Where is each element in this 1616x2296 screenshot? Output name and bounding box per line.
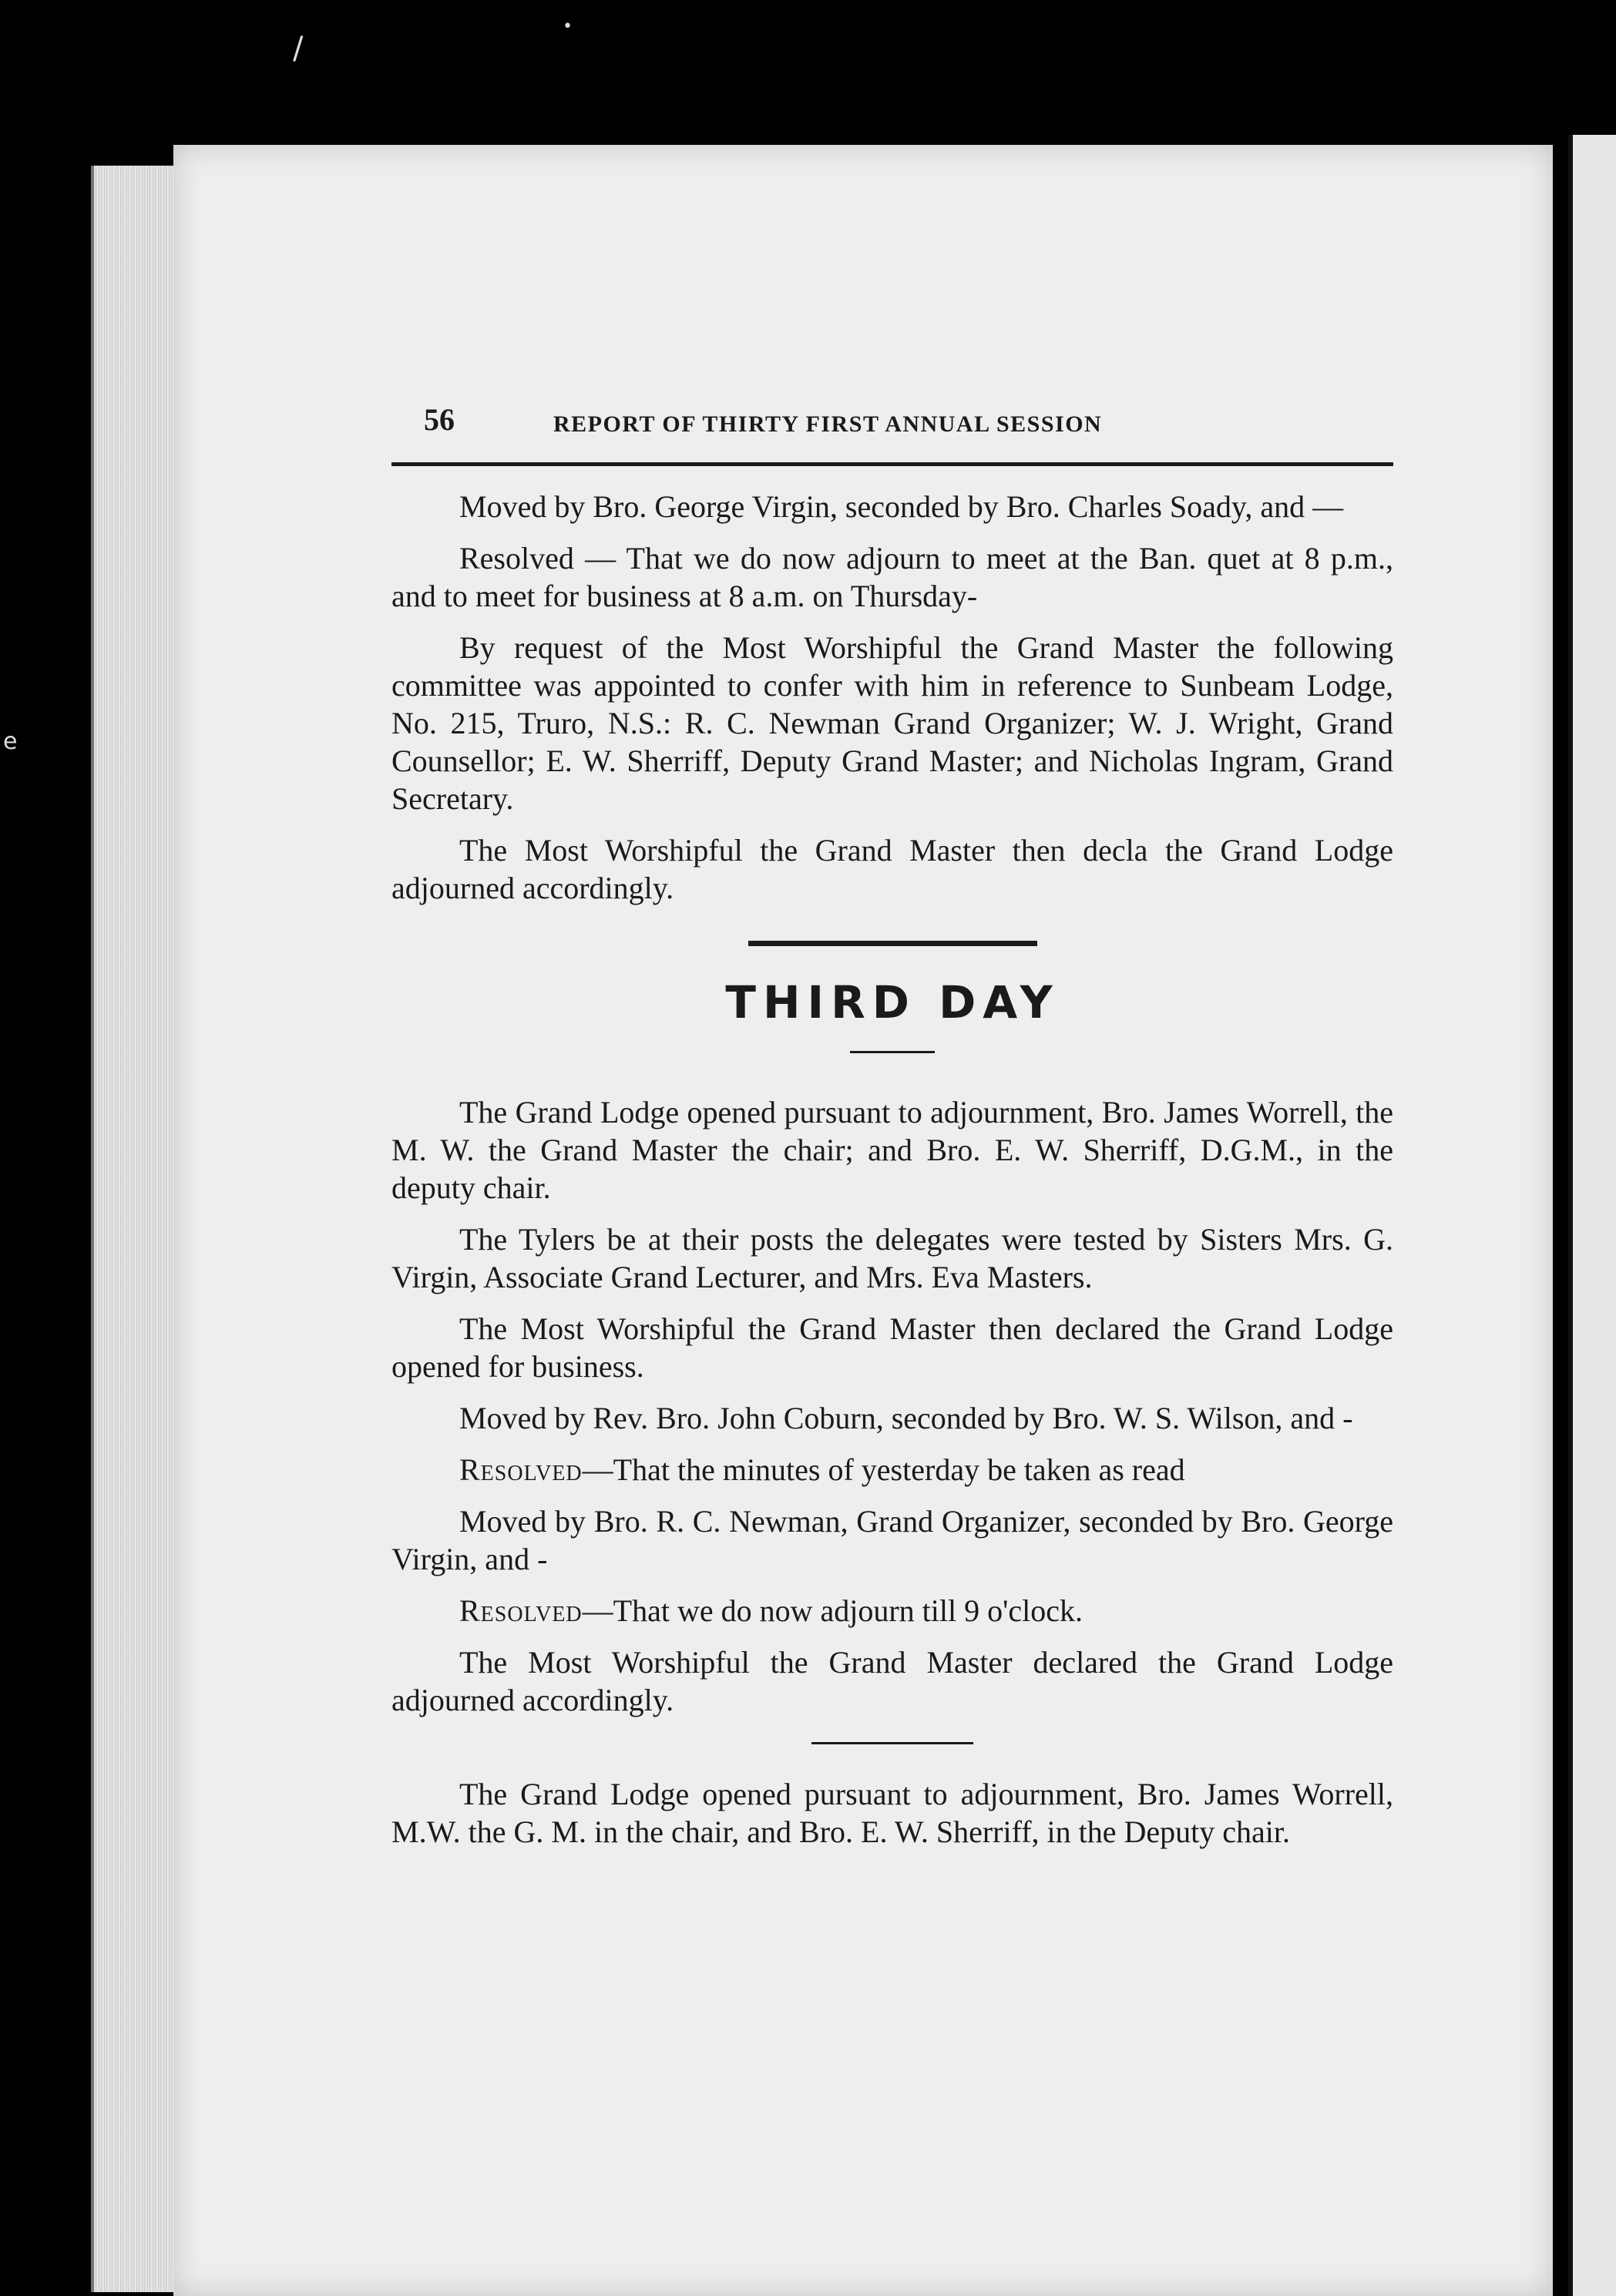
- paragraph: Moved by Bro. R. C. Newman, Grand Organizer, seconded by Bro. George Virgin, and -: [391, 1504, 1393, 1576]
- page-text: [391, 401, 1393, 1865]
- facing-page-edge: [1568, 135, 1616, 2296]
- resolution-text: —That the minutes of yesterday be taken as read: [582, 1452, 1185, 1487]
- scan-speck: /: [293, 31, 304, 66]
- page-number: 56: [424, 402, 455, 437]
- paragraph: The Grand Lodge opened pursuant to adjournment, Bro. James Worrell, the M. W. the Grand Master the chair; and Bro. E. W. Sherriff, D.G.M., in the deputy chair.: [391, 1095, 1393, 1205]
- paragraph: Resolved — That we do now adjourn to meet at the Ban. quet at 8 p.m., and to meet for business at 8 a.m. on Thursday-: [391, 541, 1393, 613]
- header-rule: [391, 462, 1393, 466]
- running-title: REPORT OF THIRTY FIRST ANNUAL SESSION: [553, 411, 1103, 437]
- scan-speck: e: [3, 728, 18, 755]
- resolution: [391, 1592, 1393, 1630]
- paragraph: The Most Worshipful the Grand Master declared the Grand Lodge adjourned accordingly.: [391, 1645, 1393, 1717]
- scan-speck: •: [563, 17, 573, 36]
- paragraph: The Most Worshipful the Grand Master then decla the Grand Lodge adjourned accordingly.: [391, 833, 1393, 905]
- paragraph: The Most Worshipful the Grand Master then declared the Grand Lodge opened for business.: [391, 1311, 1393, 1384]
- paragraph: The Grand Lodge opened pursuant to adjournment, Bro. James Worrell, M.W. the G. M. in the chair, and Bro. E. W. Sherriff, in the Deputy chair.: [391, 1777, 1393, 1849]
- running-head: [391, 401, 1393, 447]
- resolution-text: —That we do now adjourn till 9 o'clock.: [582, 1593, 1083, 1628]
- session-divider: [811, 1742, 973, 1744]
- section-divider: [748, 941, 1037, 946]
- paragraph: Moved by Rev. Bro. John Coburn, seconded by Bro. W. S. Wilson, and -: [459, 1401, 1353, 1435]
- paragraph: The Tylers be at their posts the delegates were tested by Sisters Mrs. G. Virgin, Associate Grand Lecturer, and Mrs. Eva Masters.: [391, 1222, 1393, 1294]
- section-title: THIRD DAY: [725, 976, 1060, 1029]
- paragraph: Moved by Bro. George Virgin, seconded by Bro. Charles Soady, and —: [459, 489, 1344, 524]
- resolution-label: Resolved: [459, 1593, 583, 1628]
- resolution-label: Resolved: [459, 1452, 583, 1487]
- resolution: [391, 1451, 1393, 1489]
- title-rule: [850, 1051, 935, 1053]
- paragraph: By request of the Most Worshipful the Grand Master the following committee was appointed to confer with him in reference to Sunbeam Lodge, No. 215, Truro, N.S.: R. C. Newman Grand Organizer; W. J. Wright, Grand Counsellor; E. W. Sherriff, Deputy Grand Master; and Nicholas Ingram, Grand Secretary.: [391, 630, 1393, 816]
